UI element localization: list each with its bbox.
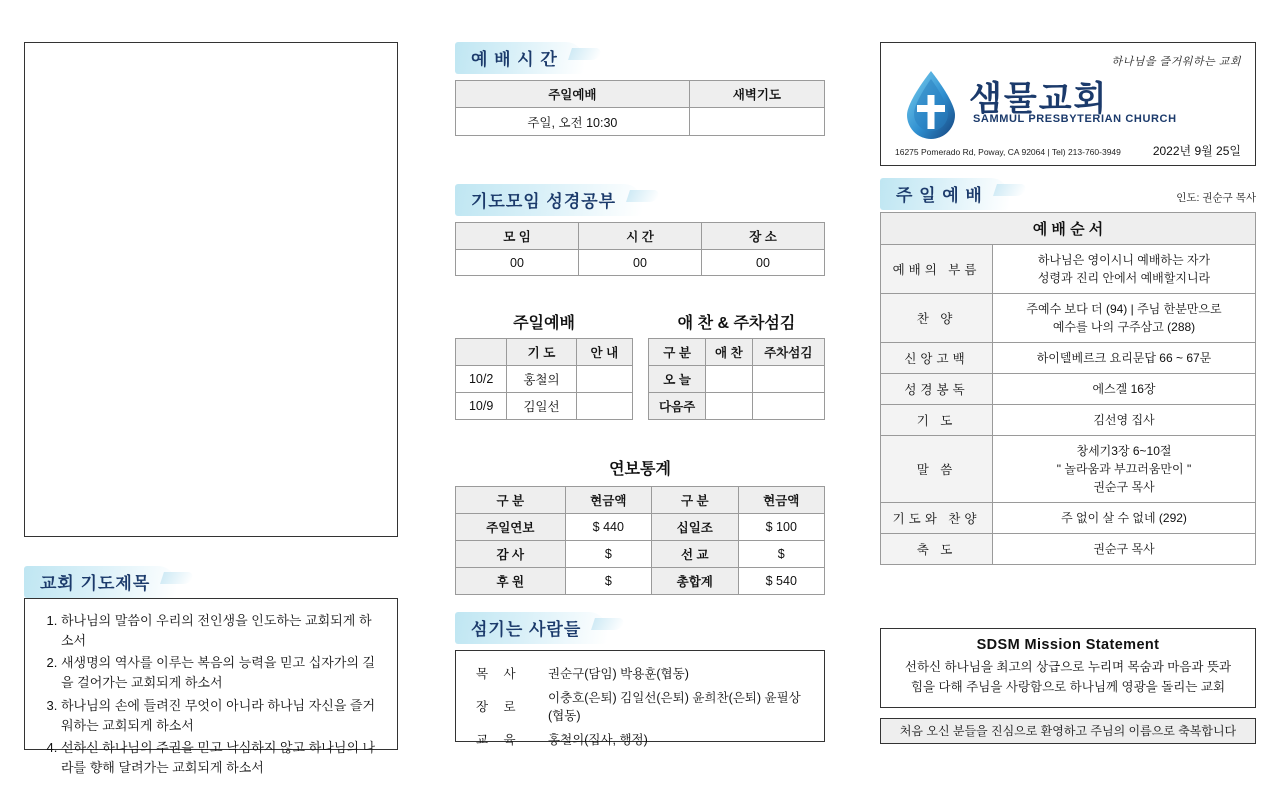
table-header-cell: 현금액 — [565, 487, 651, 514]
meeting-table — [455, 222, 825, 276]
table-header-row — [456, 223, 825, 250]
church-prayer-banner: 교회 기도제목 — [24, 566, 176, 598]
table-row — [649, 366, 825, 393]
table-header-row — [456, 487, 825, 514]
church-header — [880, 42, 1256, 166]
table-header-cell: 주차섬김 — [752, 339, 824, 366]
table-cell: 10/2 — [456, 366, 507, 393]
order-label: 말 씀 — [881, 436, 993, 503]
order-label: 기 도 — [881, 405, 993, 436]
table-header-cell: 안 내 — [576, 339, 632, 366]
order-row — [881, 343, 1256, 374]
worship-time-banner: 예 배 시 간 — [455, 42, 584, 74]
table-header-cell: 기 도 — [507, 339, 576, 366]
prayer-item: 1. 하나님의 말씀이 우리의 전인생을 인도하는 교회되게 하소서 — [61, 611, 383, 651]
order-row — [881, 503, 1256, 534]
table-cell: 00 — [579, 250, 702, 276]
sunday-duty-title: 주일예배 — [513, 315, 575, 332]
servant-row — [464, 685, 816, 727]
meeting-banner: 기도모임 성경공부 — [455, 184, 642, 216]
servant-role-label: 교 육 — [476, 733, 522, 747]
order-row — [881, 294, 1256, 343]
servant-row — [464, 727, 816, 751]
order-value: 하나님은 영이시니 예배하는 자가 성령과 진리 안에서 예배할지니라 — [993, 245, 1256, 294]
prayer-item: 4. 선하신 하나님의 주권을 믿고 낙심하지 않고 하나님의 나라를 향해 달려가는 교회되게 하소서 — [61, 738, 383, 778]
table-cell: 홍철의 — [507, 366, 576, 393]
order-label: 찬 양 — [881, 294, 993, 343]
servants-banner: 섬기는 사람들 — [455, 612, 607, 644]
church-name-en: SAMMUL PRESBYTERIAN CHURCH — [973, 113, 1177, 125]
table-cell: 선 교 — [652, 541, 738, 568]
table-cell: $ — [565, 541, 651, 568]
servants-table — [464, 661, 816, 751]
prayer-item: 3. 하나님의 손에 들려진 무엇이 아니라 하나님 자신을 즐거워하는 교회되게 하소서 — [61, 696, 383, 736]
table-cell: 00 — [456, 250, 579, 276]
mission-statement-box — [880, 628, 1256, 708]
table-header-cell: 시 간 — [579, 223, 702, 250]
offering-title: 연보통계 — [609, 461, 671, 478]
table-cell: $ — [565, 568, 651, 595]
prayer-item: 2. 새생명의 역사를 이루는 복음의 능력을 믿고 십자가의 길을 걸어가는 교회되게 하소서 — [61, 653, 383, 693]
table-header-row — [649, 339, 825, 366]
table-header-cell: 장 소 — [702, 223, 825, 250]
table-header-row — [456, 81, 825, 108]
love-care-table — [648, 338, 825, 420]
table-cell: $ 440 — [565, 514, 651, 541]
table-cell: 오 늘 — [649, 366, 706, 393]
offering-table — [455, 486, 825, 595]
order-label: 성경봉독 — [881, 374, 993, 405]
table-header-cell: 구 분 — [652, 487, 738, 514]
table-cell — [706, 366, 752, 393]
table-row — [456, 393, 633, 420]
table-header-cell: 현금액 — [738, 487, 825, 514]
prayer-list — [35, 611, 383, 778]
table-cell: $ — [738, 541, 825, 568]
order-row — [881, 245, 1256, 294]
church-address: 16275 Pomerado Rd, Poway, CA 92064 | Tel) 213-760-3949 — [895, 147, 1121, 157]
table-cell: 다음주 — [649, 393, 706, 420]
order-value: 김선영 집사 — [993, 405, 1256, 436]
love-care-title: 애 찬 & 주차섬김 — [677, 315, 796, 332]
table-cell: 총합계 — [652, 568, 738, 595]
table-cell: 후 원 — [456, 568, 566, 595]
table-cell — [706, 393, 752, 420]
table-row — [456, 514, 825, 541]
table-row — [456, 541, 825, 568]
table-header-cell: 구 분 — [649, 339, 706, 366]
servant-role-label: 목 사 — [476, 667, 522, 681]
order-value: 창세기3장 6~10절 " 놀라움과 부끄러움만이 " 권순구 목사 — [993, 436, 1256, 503]
table-header-row — [456, 339, 633, 366]
table-cell: 주일연보 — [456, 514, 566, 541]
table-row — [649, 393, 825, 420]
table-header-cell: 주일예배 — [456, 81, 690, 108]
order-row — [881, 405, 1256, 436]
table-header-cell: 새벽기도 — [689, 81, 824, 108]
table-cell: 감 사 — [456, 541, 566, 568]
order-value: 하이델베르크 요리문답 66 ~ 67문 — [993, 343, 1256, 374]
servant-role-label: 장 로 — [476, 700, 522, 714]
order-title-cell: 예 배 순 서 — [881, 213, 1256, 245]
table-row — [456, 366, 633, 393]
table-cell: 00 — [702, 250, 825, 276]
worship-leader-label: 인도: 권순구 목사 — [1176, 192, 1256, 204]
table-header-cell: 구 분 — [456, 487, 566, 514]
table-cell: 주일, 오전 10:30 — [456, 108, 690, 136]
worship-order-table — [880, 212, 1256, 565]
church-prayer-box — [24, 598, 398, 775]
order-row — [881, 534, 1256, 565]
table-cell — [576, 366, 632, 393]
table-header-cell — [456, 339, 507, 366]
table-row — [456, 250, 825, 276]
order-label: 예배의 부름 — [881, 245, 993, 294]
servant-row — [464, 661, 816, 685]
order-label: 기도와 찬양 — [881, 503, 993, 534]
mission-text: 선하신 하나님을 최고의 상급으로 누리며 목숨과 마음과 뜻과 힘을 다해 주님을 사랑함으로 하나님께 영광을 돌리는 교회 — [904, 660, 1232, 694]
welcome-message: 처음 오신 분들을 진심으로 환영하고 주님의 이름으로 축복합니다 — [880, 718, 1256, 744]
sub-titles-row — [455, 310, 825, 333]
servants-box — [455, 650, 825, 747]
table-cell: 10/9 — [456, 393, 507, 420]
servant-names: 이충호(은퇴) 김일선(은퇴) 윤희찬(은퇴) 윤필상(협동) — [548, 691, 801, 723]
table-cell — [689, 108, 824, 136]
servant-names: 홍철의(집사, 행정) — [548, 733, 648, 747]
table-cell: $ 100 — [738, 514, 825, 541]
worship-time-table — [455, 80, 825, 136]
table-cell — [752, 393, 824, 420]
table-header-cell: 모 임 — [456, 223, 579, 250]
table-row — [456, 108, 825, 136]
table-row — [456, 568, 825, 595]
order-row — [881, 436, 1256, 503]
table-cell: 김일선 — [507, 393, 576, 420]
table-cell: 십일조 — [652, 514, 738, 541]
order-value: 에스겔 16장 — [993, 374, 1256, 405]
order-row — [881, 374, 1256, 405]
order-label: 신앙고백 — [881, 343, 993, 374]
order-label: 축 도 — [881, 534, 993, 565]
table-header-cell: 애 찬 — [706, 339, 752, 366]
sunday-duty-table — [455, 338, 633, 420]
order-value: 권순구 목사 — [993, 534, 1256, 565]
order-value: 주 없이 살 수 없네 (292) — [993, 503, 1256, 534]
church-slogan: 하나님을 즐거워하는 교회 — [1111, 56, 1241, 68]
table-cell: $ 540 — [738, 568, 825, 595]
mission-title: SDSM Mission Statement — [976, 637, 1160, 653]
sunday-worship-banner: 주 일 예 배 — [880, 178, 1009, 210]
order-value: 주예수 보다 더 (94) | 주님 한분만으로 예수를 나의 구주삼고 (288) — [993, 294, 1256, 343]
order-title-row — [881, 213, 1256, 245]
church-name-ko: 샘물교회 — [969, 80, 1109, 118]
table-cell — [752, 366, 824, 393]
photo-placeholder-box — [24, 42, 398, 537]
water-drop-cross-icon — [899, 69, 963, 141]
bulletin-date: 2022년 9월 25일 — [1152, 144, 1241, 158]
servant-names: 권순구(담임) 박용훈(협동) — [548, 667, 689, 681]
table-cell — [576, 393, 632, 420]
